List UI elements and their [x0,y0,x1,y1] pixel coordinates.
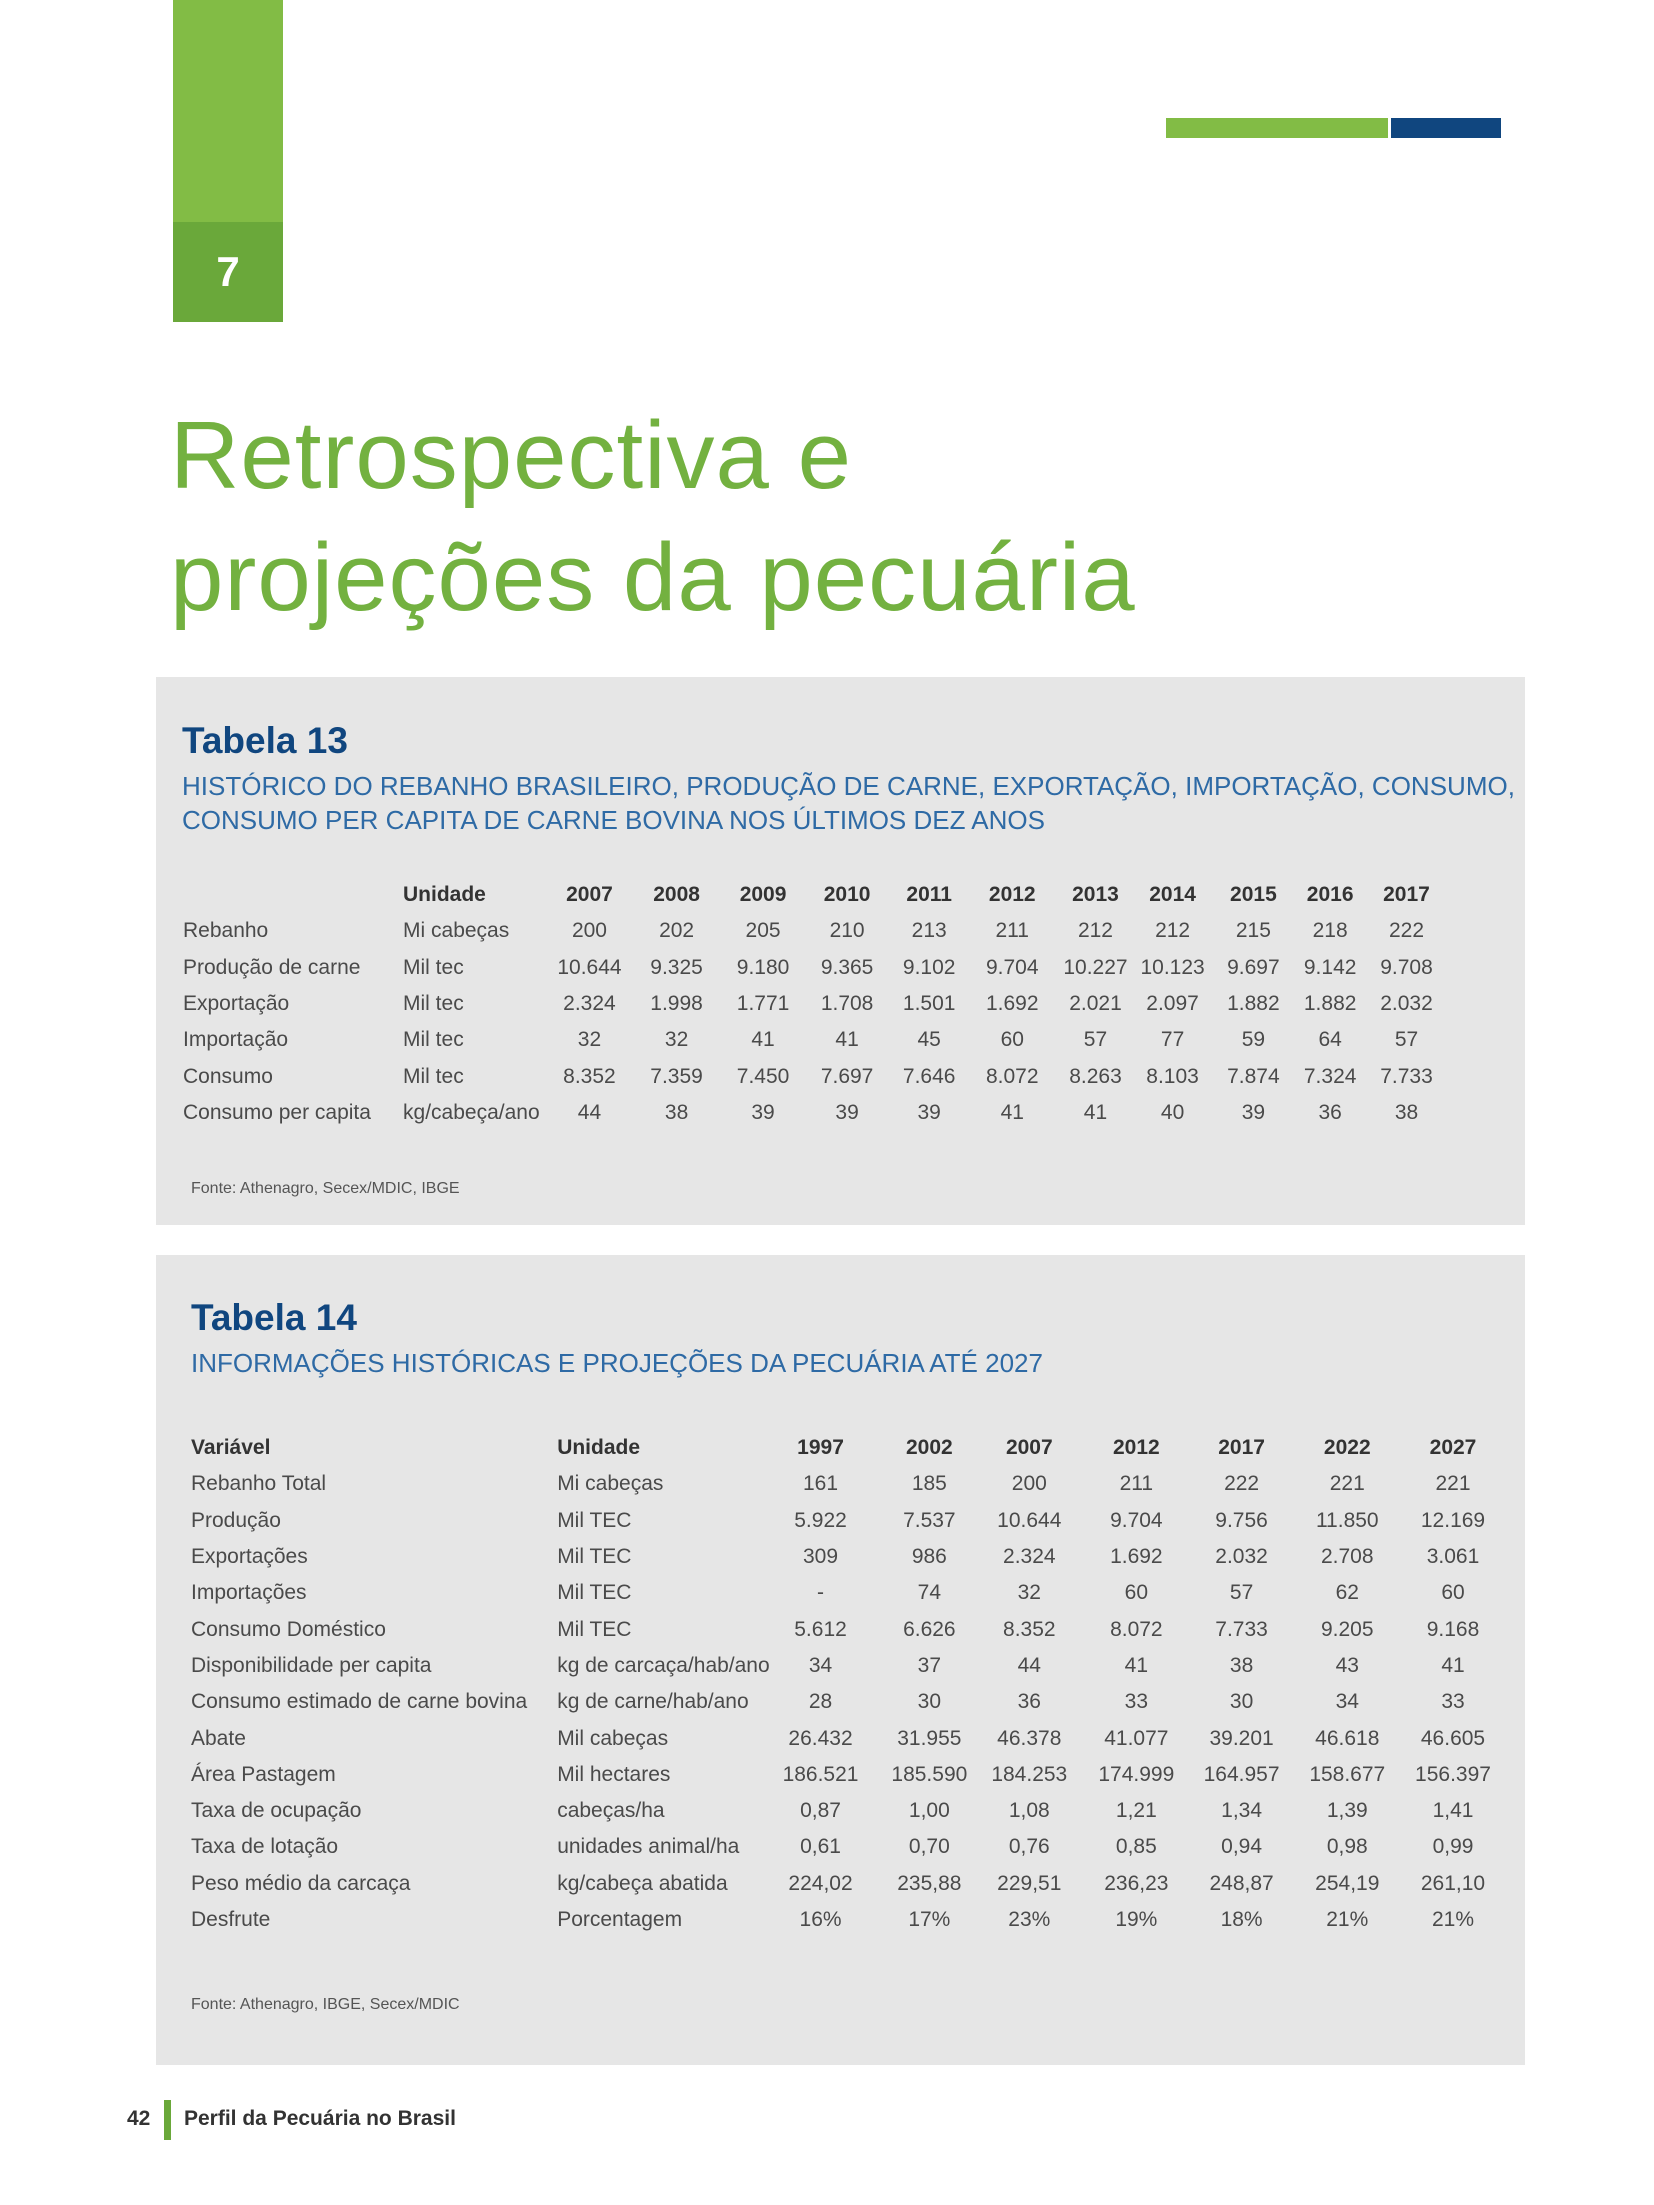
table13-value-cell: 7.359 [650,1064,703,1088]
table13 [183,877,1451,1131]
table14-row [191,1793,1491,1829]
table13-unit-cell: Mil tec [403,1064,464,1088]
table13-value-cell: 2.097 [1146,992,1199,1016]
table14-value-cell: 0,70 [908,1835,950,1859]
table14-value-cell: 7.537 [903,1508,956,1532]
table14-header-cell: 2012 [1112,1436,1160,1460]
table14-source: Fonte: Athenagro, IBGE, Secex/MDIC [191,1996,460,2013]
table14-row-label: Abate [191,1726,246,1750]
table14-value-cell: 2.708 [1320,1545,1374,1569]
table14-value-cell: 43 [1335,1653,1359,1677]
table13-value-cell: 212 [1155,919,1191,943]
table13-source: Fonte: Athenagro, Secex/MDIC, IBGE [191,1180,460,1197]
table13-value-cell: 218 [1312,919,1348,943]
table14-value-cell: 1,21 [1115,1799,1157,1823]
footer-accent-bar [164,2100,171,2140]
table13-value-cell: 205 [745,919,781,943]
table13-value-cell: 38 [664,1100,689,1124]
table13-body [183,913,1451,1131]
table13-value-cell: 1.708 [820,992,874,1016]
table14-value-cell: 21% [1326,1908,1369,1931]
table14-unit-cell: kg de carne/hab/ano [557,1690,749,1714]
table14-value-cell: 60 [1124,1581,1149,1605]
chapter-number: 7 [173,222,283,322]
table14-value-cell: 185.590 [891,1762,968,1786]
table13-value-cell: 7.874 [1227,1064,1280,1088]
table14-value-cell: 164.957 [1203,1762,1280,1786]
table13-value-cell: 213 [911,919,947,943]
table14-value-cell: 986 [911,1545,947,1569]
table14-subtitle: INFORMAÇÕES HISTÓRICAS E PROJEÇÕES DA PECUÁRIA ATÉ 2027 [191,1348,1043,1378]
table14-row [191,1648,1491,1684]
table14-value-cell: 211 [1119,1472,1154,1496]
table14-value-cell: 0,61 [800,1835,841,1859]
table14-row-label: Taxa de ocupação [191,1799,362,1823]
table14-row-label: Disponibilidade per capita [191,1653,432,1677]
table14-header-cell: 1997 [797,1436,844,1460]
table13-unit-cell: Mi cabeças [403,919,510,943]
table14-value-cell: 16% [799,1908,842,1931]
table13-header-cell: 2014 [1149,883,1196,907]
table13-value-cell: 44 [577,1100,602,1124]
table13-value-cell: 77 [1160,1028,1185,1052]
table14-value-cell: 38 [1229,1653,1254,1677]
table14-value-cell: 60 [1441,1581,1465,1605]
table13-value-cell: 1.998 [650,992,703,1016]
table13-value-cell: 36 [1318,1100,1342,1124]
table14-value-cell: 34 [808,1653,833,1677]
table13-value-cell: 7.646 [902,1064,956,1088]
table14-value-cell: 30 [1229,1690,1254,1714]
table14-row [191,1684,1491,1720]
table13-value-cell: 41 [1083,1100,1108,1124]
table14-value-cell: 1,00 [908,1799,950,1823]
table14-value-cell: 235,88 [897,1871,962,1895]
table13-value-cell: 8.352 [563,1064,616,1088]
table14-value-cell: - [817,1581,825,1605]
table14-value-cell: 11.850 [1315,1508,1379,1532]
table13-value-cell: 57 [1394,1028,1419,1052]
table14-row [191,1539,1491,1575]
table14-row [191,1720,1491,1756]
table14-row [191,1757,1491,1793]
table14-row-label: Consumo Doméstico [191,1617,386,1641]
table14-value-cell: 26.432 [788,1726,853,1750]
table13-header-cell: 2012 [988,883,1036,907]
table14-panel [156,1255,1525,2065]
table13-unit-cell: Mil tec [403,1028,464,1052]
table13-row-label: Consumo [183,1064,273,1088]
table13-subtitle [182,769,1515,837]
table14-value-cell: 62 [1335,1581,1359,1605]
table14-value-cell: 41 [1124,1653,1149,1677]
table13-header-cell: 2009 [739,883,787,907]
table14-value-cell: 0,98 [1326,1835,1368,1859]
table13-value-cell: 202 [659,919,695,943]
table13-panel [156,677,1525,1225]
table13-header-cell: 2010 [823,883,871,907]
table13-value-cell: 1.501 [902,992,956,1016]
table14-value-cell: 0,87 [800,1799,841,1823]
table14-header-cell: Unidade [557,1436,641,1460]
table13-value-cell: 222 [1388,919,1425,943]
table13-value-cell: 2.032 [1380,992,1433,1016]
table14-unit-cell: Mil TEC [557,1508,632,1532]
table14-value-cell: 21% [1431,1908,1475,1931]
table13-value-cell: 8.263 [1069,1064,1122,1088]
table13-value-cell: 10.227 [1063,955,1128,979]
table14-row-label: Consumo estimado de carne bovina [191,1690,528,1714]
table14-value-cell: 30 [917,1690,942,1714]
table14-value-cell: 8.072 [1110,1617,1163,1641]
table14-value-cell: 236,23 [1104,1871,1169,1895]
table13-row [183,913,1451,949]
table14-row [191,1829,1491,1865]
table14-value-cell: 0,94 [1221,1835,1263,1859]
table14-value-cell: 1,39 [1326,1799,1368,1823]
table14-value-cell: 221 [1435,1472,1471,1496]
table13-value-cell: 39 [835,1100,859,1124]
table14-value-cell: 2.324 [1003,1545,1056,1569]
table13-row [183,1058,1451,1094]
table14-value-cell: 44 [1017,1653,1041,1677]
table13-value-cell: 2.021 [1069,992,1122,1016]
table13-value-cell: 39 [751,1100,775,1124]
table14-value-cell: 7.733 [1215,1617,1268,1641]
table14-value-cell: 3.061 [1426,1545,1480,1569]
table13-value-cell: 7.450 [736,1064,790,1088]
table13-row-label: Consumo per capita [183,1100,371,1124]
page-number: 42 [127,2107,151,2130]
table13-unit-cell: kg/cabeça/ano [403,1100,540,1124]
table14-value-cell: 254,19 [1315,1871,1380,1895]
table13-header-cell: 2007 [566,883,613,907]
table14-value-cell: 41 [1441,1653,1465,1677]
table13-row-label: Importação [183,1028,289,1052]
table14-unit-cell: Porcentagem [557,1908,683,1931]
table14-value-cell: 221 [1329,1472,1365,1496]
table13-value-cell: 212 [1077,919,1113,943]
table14-value-cell: 5.612 [794,1617,847,1641]
chapter-title-line1: Retrospectiva e [170,402,852,509]
table14-value-cell: 309 [803,1545,839,1569]
table13-value-cell: 9.325 [650,955,703,979]
table14-value-cell: 261,10 [1420,1871,1486,1895]
table13-header-cell: 2017 [1383,883,1430,907]
table13-value-cell: 39 [1241,1100,1266,1124]
chapter-tab-decoration [173,0,283,222]
table13-value-cell: 9.142 [1303,955,1357,979]
table14-value-cell: 222 [1224,1472,1260,1496]
table13-subtitle-line2: CONSUMO PER CAPITA DE CARNE BOVINA NOS ÚLTIMOS DEZ ANOS [182,805,1045,835]
table14-unit-cell: Mil TEC [557,1617,632,1641]
table14-header-cell: 2017 [1218,1436,1265,1460]
table14-row [191,1503,1491,1539]
header-accent-green [1166,118,1388,138]
table14-unit-cell: Mil TEC [557,1545,632,1569]
table14-row-label: Peso médio da carcaça [191,1871,411,1895]
table14-value-cell: 2.032 [1215,1545,1268,1569]
table13-value-cell: 32 [664,1028,689,1052]
table14-value-cell: 31.955 [897,1726,962,1750]
table14-value-cell: 12.169 [1420,1508,1486,1532]
table14 [191,1430,1491,1938]
table14-value-cell: 28 [808,1690,833,1714]
table13-value-cell: 60 [1000,1028,1024,1052]
table13-value-cell: 32 [577,1028,602,1052]
table13-subtitle-line1: HISTÓRICO DO REBANHO BRASILEIRO, PRODUÇÃO DE CARNE, EXPORTAÇÃO, IMPORTAÇÃO, CONSUMO, [182,771,1515,801]
table14-unit-cell: Mil hectares [557,1762,671,1786]
table13-value-cell: 7.697 [820,1064,874,1088]
table14-header-cell: 2007 [1005,1436,1053,1460]
table13-header-cell: 2016 [1306,883,1354,907]
table14-unit-cell: kg de carcaça/hab/ano [557,1653,770,1677]
table14-header-row [191,1430,1491,1466]
table14-unit-cell: Mil TEC [557,1581,632,1605]
table13-value-cell: 215 [1235,919,1271,943]
table14-value-cell: 1,34 [1221,1799,1263,1823]
table13-value-cell: 57 [1083,1028,1108,1052]
table13-unit-cell: Mil tec [403,955,464,979]
table14-unit-cell: Mi cabeças [557,1472,664,1496]
table14-row [191,1466,1491,1502]
table13-header-cell: Unidade [403,883,486,907]
table14-header-cell: 2022 [1323,1436,1371,1460]
table13-row [183,986,1451,1022]
table13-value-cell: 9.708 [1380,955,1433,979]
table13-value-cell: 210 [829,919,865,943]
table14-row-label: Rebanho Total [191,1472,327,1496]
table14-value-cell: 74 [917,1581,942,1605]
table14-value-cell: 0,76 [1008,1835,1050,1859]
table13-header-row [183,877,1451,913]
table14-value-cell: 0,85 [1115,1835,1157,1859]
table13-value-cell: 9.102 [902,955,956,979]
table14-value-cell: 10.644 [997,1508,1062,1532]
table14-value-cell: 186.521 [782,1762,859,1786]
table14-value-cell: 32 [1017,1581,1041,1605]
table13-value-cell: 38 [1394,1100,1419,1124]
table13-row-label: Rebanho [183,919,269,943]
table14-value-cell: 46.618 [1315,1726,1380,1750]
table13-row [183,950,1451,986]
table13-header-cell: 2015 [1230,883,1277,907]
table14-value-cell: 46.605 [1420,1726,1486,1750]
table13-value-cell: 9.697 [1227,955,1280,979]
table13-value-cell: 41 [835,1028,859,1052]
table13-row-label: Exportação [183,992,290,1016]
table14-value-cell: 9.756 [1215,1508,1268,1532]
table13-value-cell: 1.882 [1227,992,1280,1016]
table14-value-cell: 161 [803,1472,839,1496]
table13-value-cell: 10.644 [557,955,622,979]
table14-row-label: Desfrute [191,1908,271,1931]
table13-value-cell: 7.324 [1303,1064,1357,1088]
table14-header-cell: Variável [191,1436,271,1460]
chapter-title-line2: projeções da pecuária [170,524,1136,631]
table14-value-cell: 34 [1335,1690,1359,1714]
table13-value-cell: 200 [571,919,607,943]
table13-value-cell: 41 [1000,1100,1024,1124]
table14-value-cell: 39.201 [1209,1726,1274,1750]
table13-unit-cell: Mil tec [403,992,464,1016]
table13-value-cell: 45 [917,1028,941,1052]
table13-value-cell: 40 [1160,1100,1185,1124]
table13-value-cell: 59 [1241,1028,1266,1052]
table13-value-cell: 8.072 [985,1064,1039,1088]
table14-value-cell: 33 [1124,1690,1149,1714]
table13-row [183,1022,1451,1058]
table14-value-cell: 17% [908,1908,951,1931]
table13-row-label: Produção de carne [183,955,361,979]
table13-value-cell: 41 [751,1028,775,1052]
table14-value-cell: 18% [1220,1908,1263,1931]
table14-row-label: Área Pastagem [191,1762,336,1786]
table14-row-label: Importações [191,1581,307,1605]
table14-value-cell: 57 [1229,1581,1254,1605]
table14-value-cell: 41.077 [1104,1726,1169,1750]
table14-value-cell: 1,08 [1008,1799,1050,1823]
table14-value-cell: 0,99 [1432,1835,1474,1859]
table14-value-cell: 36 [1017,1690,1041,1714]
table14-row [191,1611,1491,1647]
table13-header-cell: 2008 [653,883,700,907]
table14-value-cell: 185 [911,1472,947,1496]
table13-value-cell: 39 [917,1100,941,1124]
table14-unit-cell: Mil cabeças [557,1726,669,1750]
table13-value-cell: 10.123 [1140,955,1205,979]
table14-value-cell: 6.626 [903,1617,956,1641]
publication-title: Perfil da Pecuária no Brasil [184,2107,456,2130]
table14-value-cell: 33 [1441,1690,1465,1714]
table14-value-cell: 5.922 [794,1508,847,1532]
table14-value-cell: 46.378 [997,1726,1062,1750]
table14-row [191,1866,1491,1902]
table14-value-cell: 229,51 [997,1871,1062,1895]
table14-row [191,1575,1491,1611]
table14-body [191,1466,1491,1938]
table14-value-cell: 174.999 [1098,1762,1175,1786]
table13-value-cell: 9.704 [985,955,1039,979]
table14-value-cell: 224,02 [788,1871,853,1895]
table14-value-cell: 37 [917,1653,942,1677]
chapter-title [170,395,1136,639]
table14-unit-cell: cabeças/ha [557,1799,665,1823]
table13-header-cell: 2013 [1072,883,1119,907]
table14-value-cell: 200 [1011,1472,1047,1496]
table14-value-cell: 1.692 [1110,1545,1163,1569]
table13-value-cell: 1.692 [985,992,1039,1016]
table13-header-cell: 2011 [906,883,952,907]
table14-value-cell: 1,41 [1432,1799,1474,1823]
table14-value-cell: 8.352 [1003,1617,1056,1641]
table13-header-cell [183,877,403,913]
table14-value-cell: 158.677 [1309,1762,1386,1786]
table14-value-cell: 23% [1008,1908,1051,1931]
table14-row-label: Taxa de lotação [191,1835,339,1859]
table13-value-cell: 2.324 [563,992,616,1016]
table13-value-cell: 211 [995,919,1029,943]
table14-value-cell: 184.253 [991,1762,1068,1786]
table14-row-label: Exportações [191,1545,308,1569]
table13-value-cell: 7.733 [1380,1064,1433,1088]
table13-title: Tabela 13 [182,720,348,761]
table13-value-cell: 9.180 [736,955,790,979]
table14-title: Tabela 14 [191,1297,357,1338]
table14-value-cell: 156.397 [1415,1762,1491,1786]
table14-header-cell: 2027 [1429,1436,1477,1460]
table14-value-cell: 9.168 [1426,1617,1480,1641]
table13-value-cell: 9.365 [820,955,874,979]
table14-value-cell: 248,87 [1209,1871,1274,1895]
table13-value-cell: 64 [1318,1028,1342,1052]
table14-row-label: Produção [191,1508,281,1532]
table14-value-cell: 19% [1115,1908,1158,1931]
table14-unit-cell: unidades animal/ha [557,1835,740,1859]
table14-row [191,1902,1491,1938]
table13-row [183,1095,1451,1131]
table14-value-cell: 9.704 [1110,1508,1163,1532]
table13-value-cell: 1.771 [736,992,790,1016]
table13-value-cell: 8.103 [1146,1064,1199,1088]
header-accent-blue [1391,118,1501,138]
table14-value-cell: 9.205 [1320,1617,1374,1641]
table14-header-cell: 2002 [905,1436,953,1460]
table13-value-cell: 1.882 [1303,992,1357,1016]
table14-unit-cell: kg/cabeça abatida [557,1871,728,1895]
